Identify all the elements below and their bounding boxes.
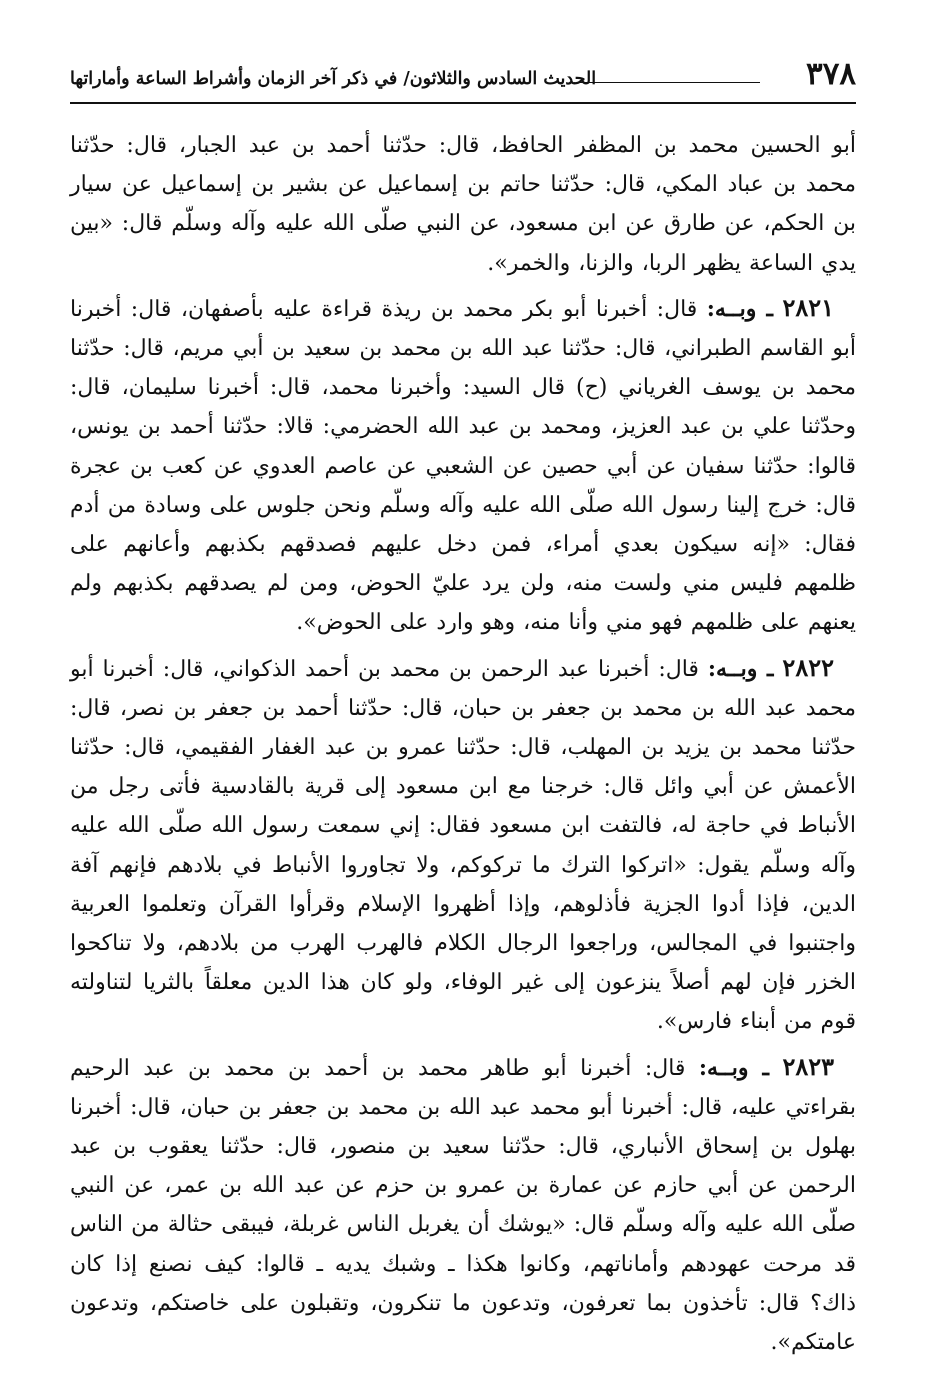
header-rule — [578, 82, 760, 83]
hadith-number: ٢٨٢٣ — [782, 1051, 834, 1081]
paragraph-text: أبو الحسين محمد بن المظفر الحافظ، قال: حدّثنا أحمد بن عبد الجبار، قال: حدّثنا محمد بن عباد المكي، قال: حدّثنا حاتم بن إسماعيل عن بشير بن إسماعيل عن سيار بن الحكم، عن طارق عن ابن مسعود، عن النبي صلّى الله عليه وآله وسلّم قال: «بين يدي الساعة يظهر الربا، والزنا، والخمر». — [70, 133, 856, 276]
page-number: ٣٧٨ — [806, 56, 856, 92]
hadith-number: ٢٨٢١ — [782, 292, 834, 322]
book-page — [70, 52, 856, 1367]
paragraph-continuation — [70, 126, 856, 283]
running-title: الحديث السادس والثلاثون/ في ذكر آخر الزمان وأشراط الساعة وأماراتها — [70, 69, 597, 89]
hadith-text: قال: أخبرنا عبد الرحمن بن محمد بن أحمد الذكواني، قال: أخبرنا أبو محمد عبد الله بن محمد بن جعفر بن حبان، قال: حدّثنا أحمد بن جعفر بن نصر، قال: حدّثنا محمد بن يزيد بن المهلب، قال: حدّثنا عمرو بن عبد الغفار الفقيمي، قال: حدّثنا الأعمش عن أبي وائل قال: خرجنا مع ابن مسعود إلى قرية بالقادسية فأتى رجل من الأنباط في حاجة له، فالتفت ابن مسعود فقال: إني سمعت رسول الله صلّى الله عليه وآله وسلّم يقول: «اتركوا الترك ما تركوكم، ولا تجاوروا الأنباط في بلادهم فإنهم آفة الدين، فإذا أدوا الجزية فأذلوهم، وإذا أظهروا الإسلام وقرأوا القرآن وتعلموا العربية واجتنبوا في المجالس، وراجعوا الرجال الكلام فالهرب الهرب من بلادهم، ولا تناكحوا الخزر فإن لهم أصلاً ينزعون إلى غير الوفاء، ولو كان هذا الدين معلقاً بالثريا لتناولته قوم من أبناء فارس». — [70, 656, 856, 1035]
page-body — [70, 126, 856, 1362]
hadith-number: ٢٨٢٢ — [782, 652, 834, 682]
hadith-lead: ـ وبــه: — [706, 295, 773, 322]
page-header — [70, 52, 856, 104]
hadith-lead: ـ وبــه: — [707, 655, 774, 682]
hadith-text: قال: أخبرنا أبو بكر محمد بن ريذة قراءة عليه بأصفهان، قال: أخبرنا أبو القاسم الطبراني، قال: حدّثنا عبد الله بن محمد بن سعيد بن أبي مريم، قال: حدّثنا محمد بن يوسف الغرياني (ح) قال السيد: وأخبرنا محمد، قال: أخبرنا سليمان، قال: وحدّثنا علي بن عبد العزيز، ومحمد بن عبد الله الحضرمي: قالا: حدّثنا أحمد بن يونس، قالوا: حدّثنا سفيان عن أبي حصين عن الشعبي عن عاصم العدوي عن كعب بن عجرة قال: خرج إلينا رسول الله صلّى الله عليه وآله وسلّم ونحن جلوس على وسادة من أدم فقال: «إنه سيكون بعدي أمراء، فمن دخل عليهم فصدقهم بكذبهم وأعانهم على ظلمهم فليس مني ولست منه، ولن يرد عليّ الحوض، ومن لم يصدقهم بكذبهم ولم يعنهم على ظلمهم فهو مني وأنا منه، وهو وارد على الحوض». — [70, 296, 856, 636]
hadith-2821 — [70, 288, 856, 643]
hadith-lead: ـ وبــه: — [698, 1054, 769, 1081]
hadith-2823 — [70, 1047, 856, 1363]
hadith-text: قال: أخبرنا أبو طاهر محمد بن أحمد بن محمد بن عبد الرحيم بقراءتي عليه، قال: أخبرنا أبو محمد عبد الله بن محمد بن جعفر بن حبان، قال: أخبرنا بهلول بن إسحاق الأنباري، قال: حدّثنا سعيد بن منصور، قال: حدّثنا يعقوب بن عبد الرحمن عن أبي حازم عن عمارة بن عمرو بن حزم عن عبد الله بن عمر، عن النبي صلّى الله عليه وآله وسلّم قال: «يوشك أن يغربل الناس غربلة، فيبقى حثالة من الناس قد مرحت عهودهم وأماناتهم، وكانوا هكذا ـ وشبك يديه ـ قالوا: كيف نصنع إذا كان ذاك؟ قال: تأخذون بما تعرفون، وتدعون ما تنكرون، وتقبلون على خاصتكم، وتدعون عامتكم». — [70, 1055, 856, 1356]
hadith-2822 — [70, 648, 856, 1042]
